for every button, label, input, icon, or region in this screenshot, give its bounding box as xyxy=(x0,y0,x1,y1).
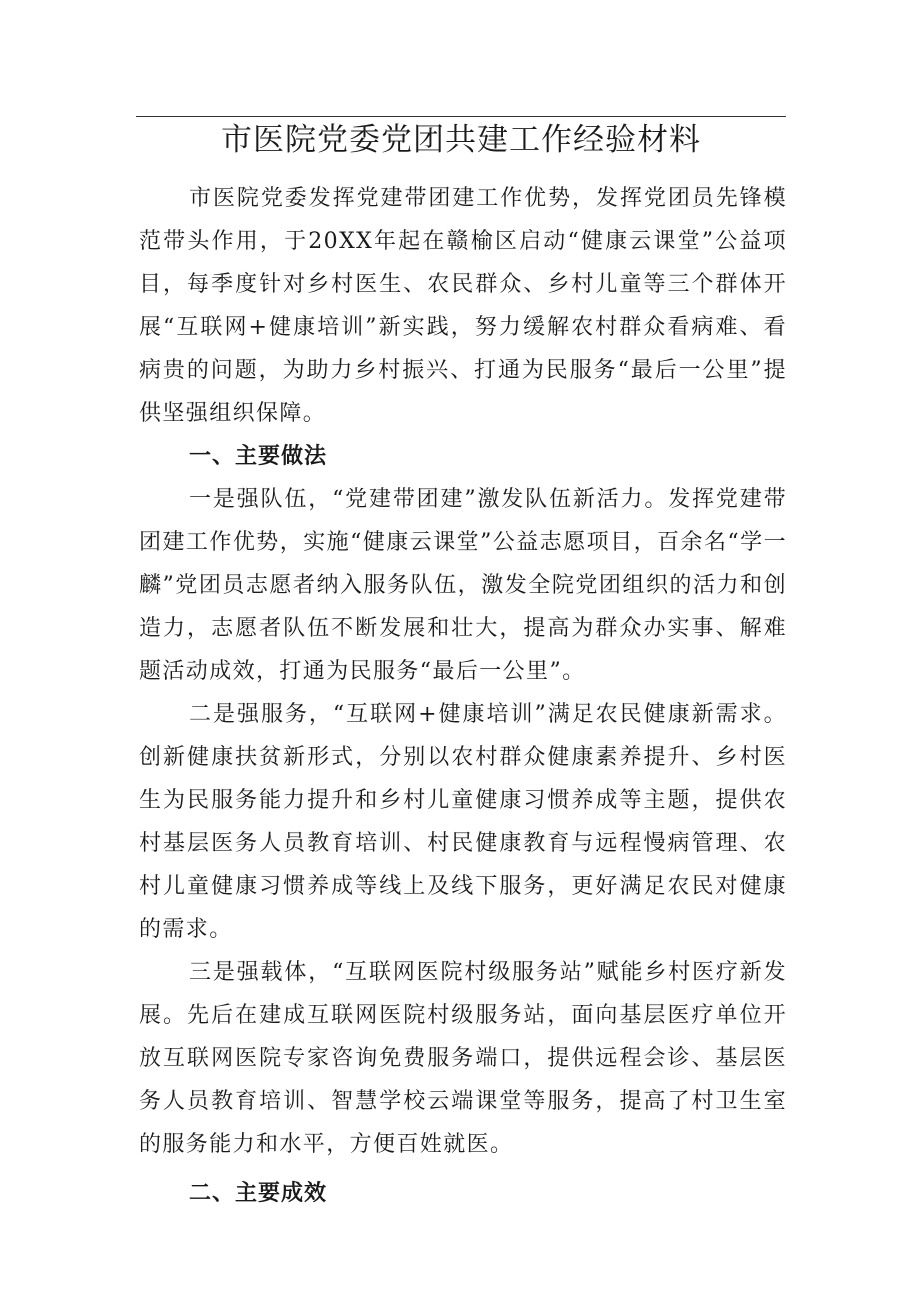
document-body xyxy=(139,177,787,1215)
document-title: 市医院党委党团共建工作经验材料 xyxy=(221,122,701,158)
section-heading-main-practices: 一、主要做法 xyxy=(189,444,328,469)
intro-paragraph: 市医院党委发挥党建带团建工作优势，发挥党团员先锋模范带头作用，于20XX年起在赣榆区启动“健康云课堂”公益项目，每季度针对乡村医生、农民群众、乡村儿童等三个群体开展“互联网+健康培训”新实践，努力缓解农村群众看病难、看病贵的问题，为助力乡村振兴、打通为民服务“最后一公里”提供坚强组织保障。 xyxy=(139,186,787,426)
practice-paragraph-3: 三是强载体，“互联网医院村级服务站”赋能乡村医疗新发展。先后在建成互联网医院村级服务站，面向基层医疗单位开放互联网医院专家咨询免费服务端口，提供远程会诊、基层医务人员教育培训、智慧学校云端课堂等服务，提高了村卫生室的服务能力和水平，方便百姓就医。 xyxy=(139,960,787,1157)
header-rule xyxy=(136,116,786,117)
section-heading-main-results: 二、主要成效 xyxy=(189,1181,328,1206)
practice-paragraph-2: 二是强服务，“互联网+健康培训”满足农民健康新需求。创新健康扶贫新形式，分别以农村群众健康素养提升、乡村医生为民服务能力提升和乡村儿童健康习惯养成等主题，提供农村基层医务人员教育培训、村民健康教育与远程慢病管理、农村儿童健康习惯养成等线上及线下服务，更好满足农民对健康的需求。 xyxy=(139,702,787,942)
practice-paragraph-1: 一是强队伍，“党建带团建”激发队伍新活力。发挥党建带团建工作优势，实施“健康云课堂”公益志愿项目，百余名“学一麟”党团员志愿者纳入服务队伍，激发全院党团组织的活力和创造力，志愿者队伍不断发展和壮大，提高为群众办实事、解难题活动成效，打通为民服务“最后一公里”。 xyxy=(139,487,787,684)
